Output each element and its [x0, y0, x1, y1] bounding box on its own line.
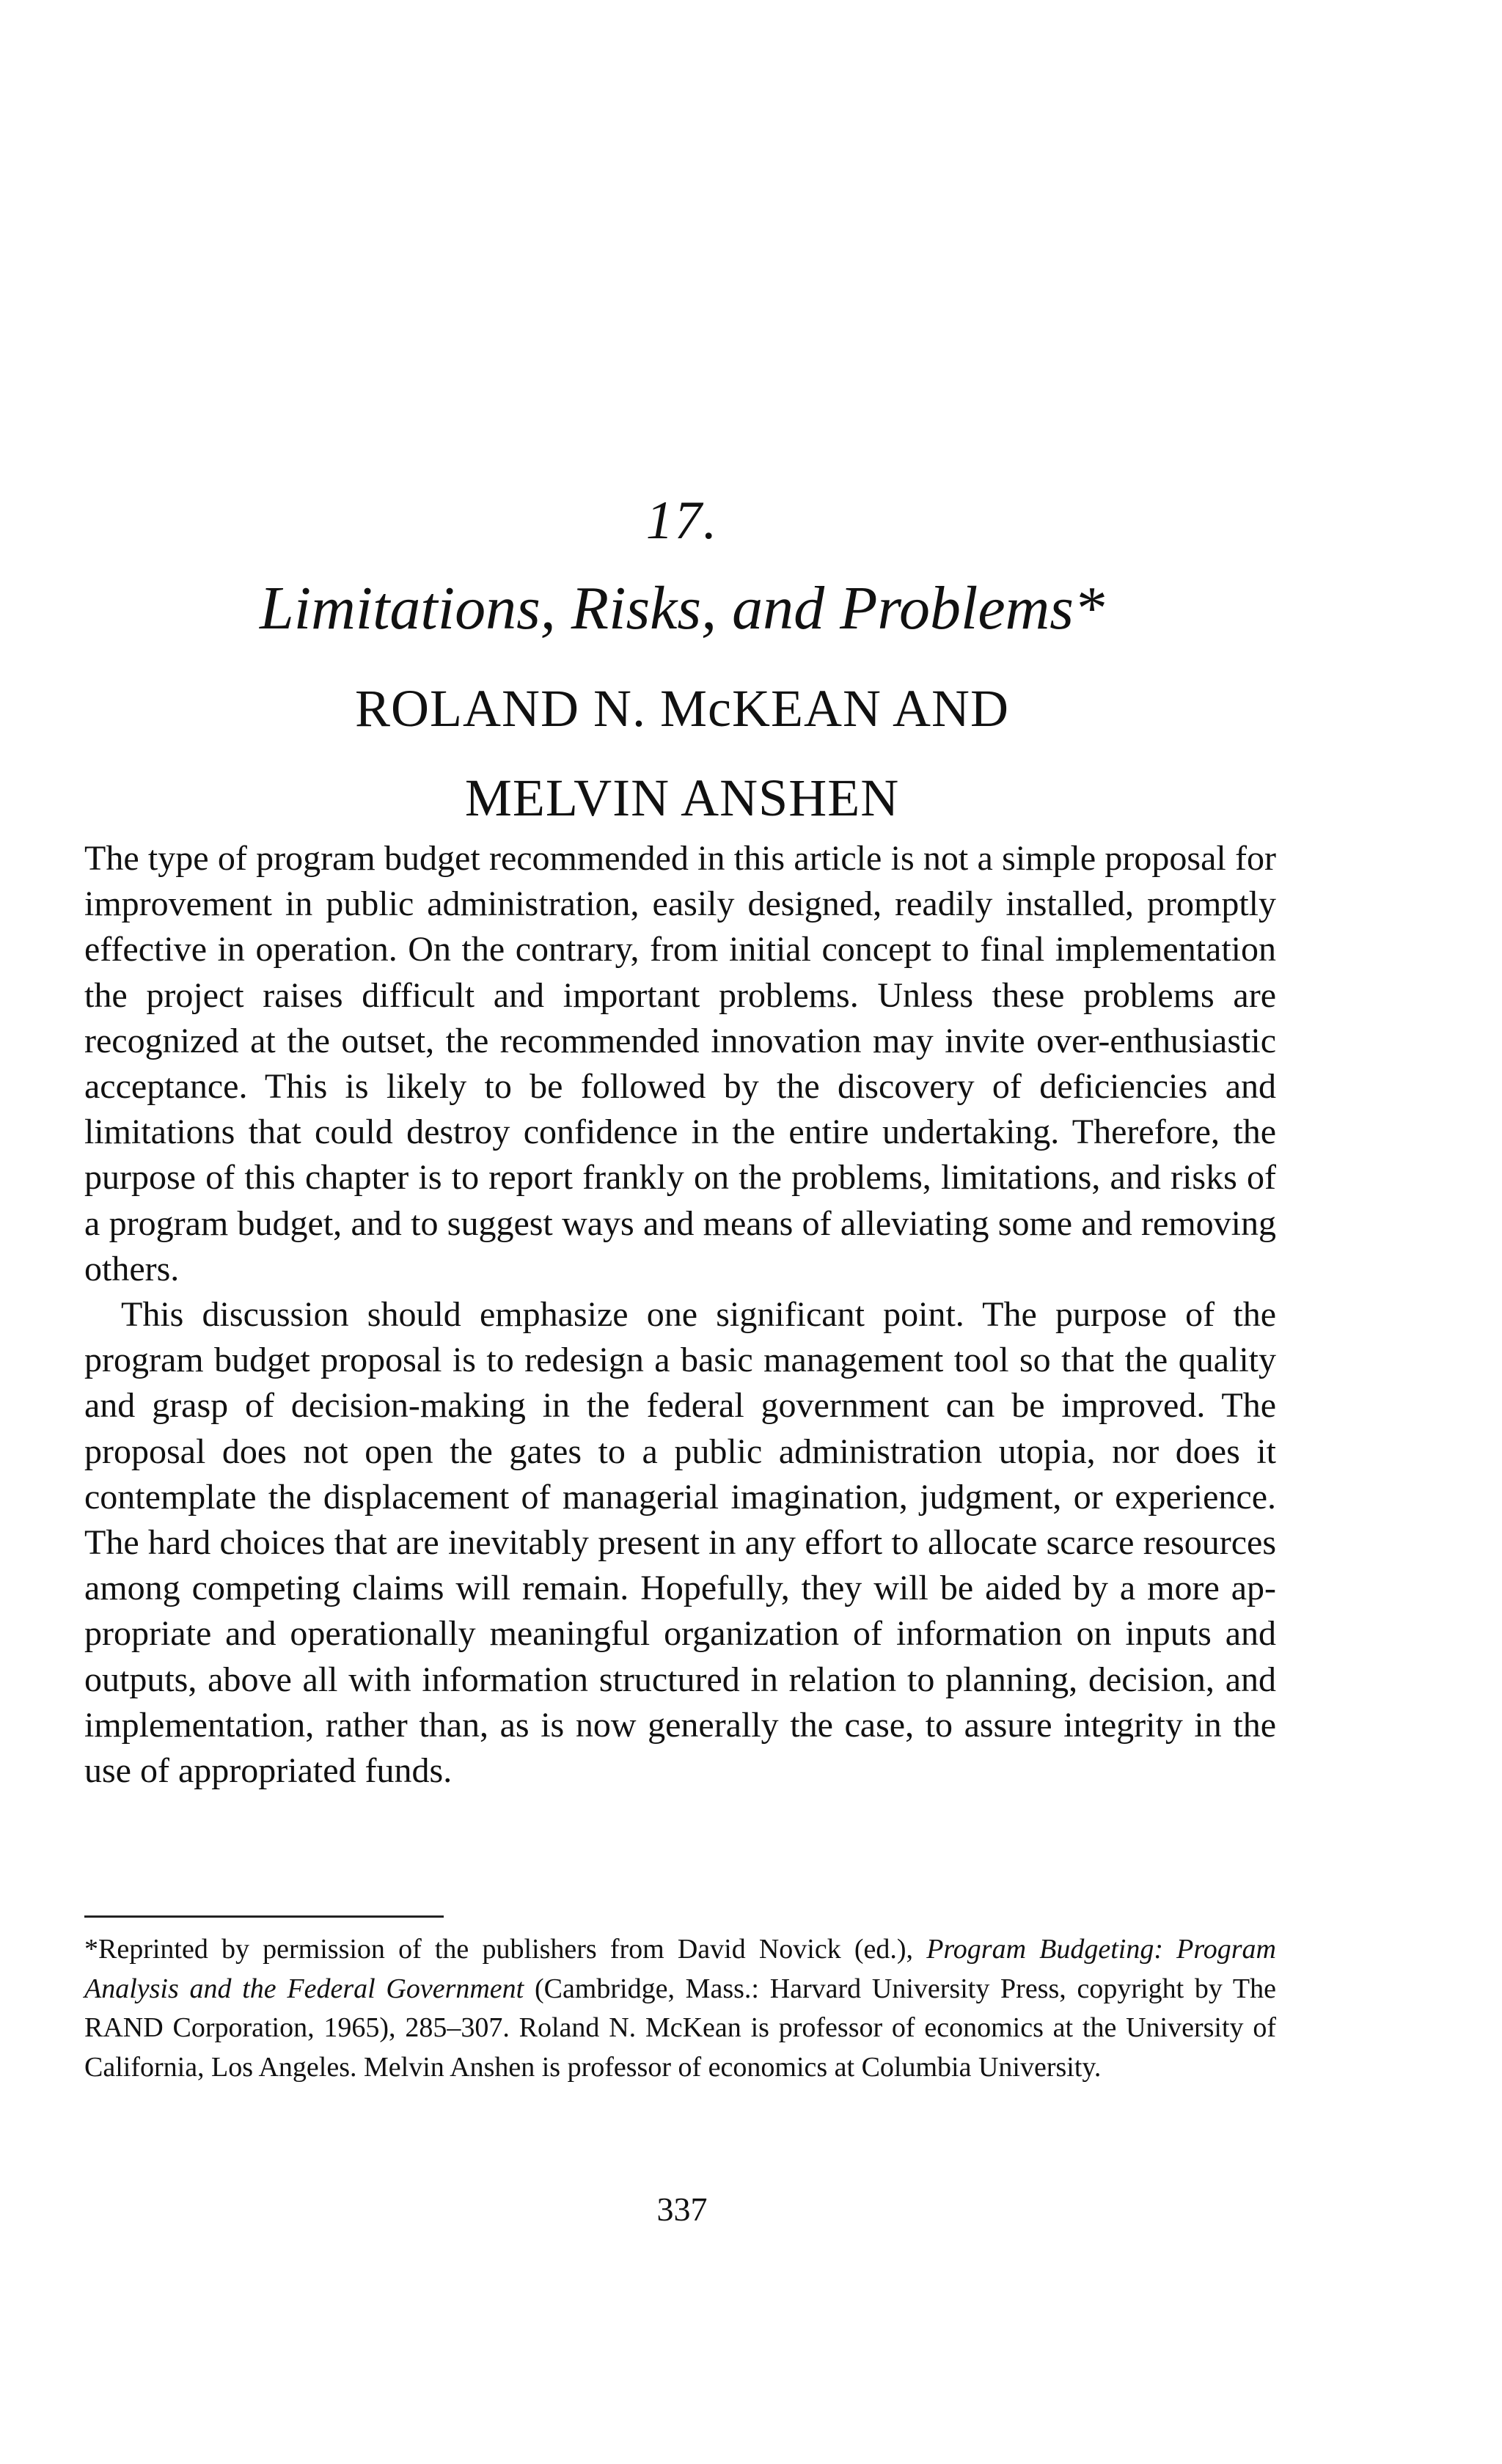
chapter-authors [0, 664, 1364, 843]
footnote-divider [84, 1915, 444, 1918]
body-paragraph-2: This discussion should emphasize one significant point. The purpose of the program budget proposal is to redesign a basic management tool so that the quality and grasp of decision-making in the federal government can be improved. The proposal does not open the gates to a public administration utopia, nor does it contemplate the displacement of managerial imagination, judgment, or experience. The hard choices that are inevitably present in any effort to allocate scarce resources among competing claims will remain. Hopefully, they will be aided by a more appropriate and operationally meaningful organization of information on inputs and outputs, above all with information structured in relation to planning, decision, and implementation, rather than, as is now generally the case, to assure integrity in the use of appropriated funds. [84, 1295, 1276, 1791]
page-number: 337 [656, 2190, 708, 2228]
footnote-text-start: *Reprinted by permission of the publishers from David Novick (ed.), [84, 1934, 927, 1965]
footnote-text-end: (Cambridge, Mass.: Harvard University Press, copyright by The RAND Corporation, 1965), 285–307. Roland N. McKean is professor of economics at the University of California, Los Angeles. Melvin Anshen is professor of economics at Columbia University. [84, 1973, 1276, 2083]
body-text [84, 836, 1276, 1794]
authors-line-1: ROLAND N. McKEAN AND [355, 679, 1009, 738]
footnote [84, 1930, 1276, 2087]
chapter-number: 17. [645, 491, 719, 551]
body-paragraph-1: The type of program budget recommended in this article is not a simple proposal for improvement in public administration, easily designed, readily installed, promptly effective in operation. On the contrary, from initial concept to final implementation the project raises difficult and important problems. Unless these problems are recognized at the outset, the recommended innovation may invite over-enthusiastic acceptance. This is likely to be followed by the discovery of deficiencies and limitations that could destroy confidence in the entire undertaking. Therefore, the purpose of this chapter is to report frankly on the problems, limitations, and risks of a program budget, and to suggest ways and means of alleviating some and removing others. [84, 839, 1276, 1288]
footnote-book-title: Program Budgeting: Program Analysis and the Federal Government [84, 1934, 1276, 2004]
chapter-title: Limitations, Risks, and Problems* [260, 574, 1104, 642]
authors-line-2: MELVIN ANSHEN [464, 769, 900, 827]
